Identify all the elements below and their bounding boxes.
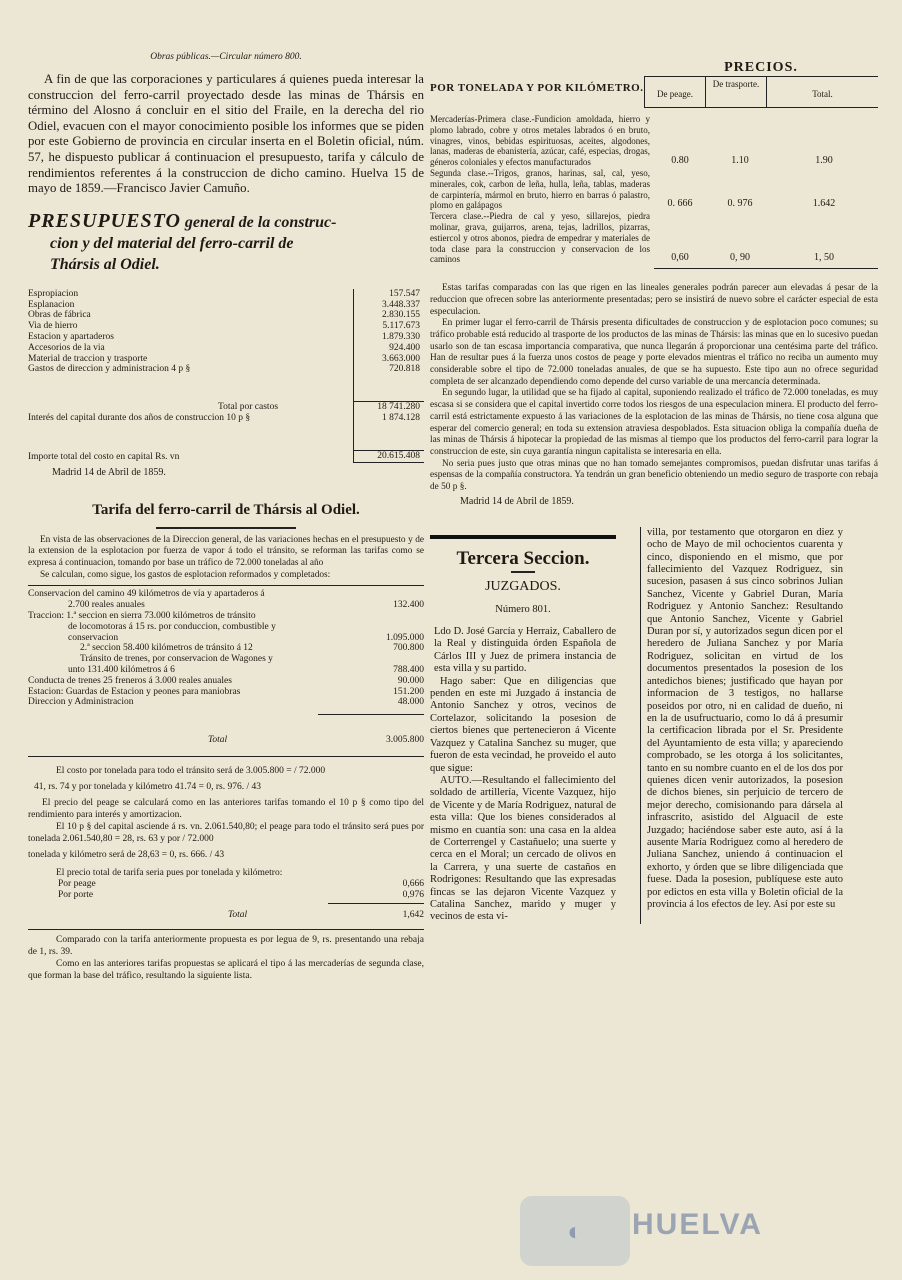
budget-value: 157.547	[353, 289, 424, 300]
divider	[430, 535, 616, 539]
budget-title-rest3: Thársis al Odiel.	[50, 255, 160, 273]
tariff-total-row	[28, 735, 424, 746]
budget-label: Estacion y apartaderos	[28, 331, 114, 342]
notice-paragraph: Hago saber: Que en diligencias que penden en este mi Juzgado á instancia de Antonio Sanchez y otros, vecinos de Cortelazor, solicitando la posesion de ciertos bienes que pertenecieron á Vicente Vazquez y Catalina Sanchez su muger, que fueron de esta vecindad, he proveido el auto que sigue:	[430, 675, 616, 774]
price-trasporte: 0. 976	[727, 198, 753, 210]
budget-row	[28, 332, 424, 343]
budget-value: 1.879.330	[353, 332, 424, 343]
judge-intro: Ldo D. José García y Herraiz, Caballero de la Real y distinguida órden Española de Cárlos III y Juez de primera instancia de esta villa y su partido.	[434, 626, 616, 675]
calc-line: El precio del peage se calculará como en las anteriores tarifas tomando el 10 p § como tipo del rendimiento para interés y amortizacion.	[28, 797, 424, 820]
price-total: 1, 50	[814, 252, 834, 264]
tariff-label: Estacion: Guardas de Estacion y peones para maniobras	[28, 686, 241, 697]
tariff-paragraph: Como en las anteriores tarifas propuestas se aplicará el tipo á las mercaderías de segunda clase, que forman la base del tráfico, resultando la siguiente lista.	[28, 959, 424, 982]
divider	[654, 268, 878, 269]
budget-title-rest2: cion y del material del ferro-carril de	[50, 234, 294, 252]
tariff-total-value: 3.005.800	[386, 735, 424, 746]
commentary-paragraph: En segundo lugar, la utilidad que se ha fijado al capital, suponiendo realizado el tráfico de 72.000 toneladas, es muy escasa si se considera que el capital invertido corre todos los riesgos de una especulacion minera. El producto del ferro-carril está estrictamente expuesto á las variaciones de la esplotacion de las minas de Thársis, no tiene cosa alguna que esperar del comercio general; en toda su extension atraviesa despoblados. Esta situacion obliga la compañía dueña de las minas de Thársis á hipotecar la propiedad de las mismas al tiempo que los productos del ferro-carril para lograr la construccion de este, sin cuya garantía ningun capitalista se interesaria en ella.	[430, 388, 878, 457]
archive-logo-icon: ◐	[520, 1196, 630, 1266]
left-column	[28, 0, 424, 982]
tariff-label: de locomotoras á 15 rs. por conduccion, combustible y	[68, 621, 276, 632]
divider	[511, 572, 535, 573]
notice-number: Número 801.	[495, 603, 551, 615]
third-section-title: Tercera Seccion.	[456, 547, 590, 569]
price-total: 1.90	[815, 154, 833, 166]
tariff-grand-total-label: Total	[228, 910, 248, 921]
tariff-table	[28, 589, 424, 708]
tariff-row	[28, 697, 424, 708]
tariff-value: 788.400	[393, 664, 424, 675]
price-total: 1.642	[812, 198, 836, 210]
tariff-label: Direccion y Administracion	[28, 697, 134, 708]
budget-title	[28, 211, 424, 275]
tariff-label: Conducta de trenes 25 freneros á 3.000 reales anuales	[28, 675, 232, 686]
right-column	[430, 0, 878, 924]
porte-row	[28, 890, 424, 901]
tariff-label: Traccion: 1.ª seccion en sierra 73.000 kilómetros de tránsito	[28, 610, 256, 621]
divider	[328, 903, 424, 904]
peage-value: 0,666	[402, 878, 424, 889]
budget-interest-value: 1 874.128	[353, 413, 424, 424]
commentary-paragraph: No seria pues justo que otras minas que no han tomado semejantes compromisos, puedan disfrutar unas tarifas á espensas de la compañía constructora. Ya tendrán un gran beneficio obteniendo un medio seguro de trasporte con rebaja de 50 p §.	[430, 458, 878, 493]
price-class-row	[430, 211, 878, 265]
budget-label: Obras de fábrica	[28, 310, 91, 321]
price-trasporte: 1.10	[731, 154, 749, 166]
tariff-paragraph: Se calculan, como sigue, los gastos de esplotacion reformados y completados:	[40, 569, 331, 580]
tariff-row	[28, 622, 424, 633]
budget-label: Material de traccion y trasporte	[28, 353, 148, 364]
tariff-row	[28, 676, 424, 687]
prices-commentary	[430, 283, 878, 507]
budget-value: 5.117.673	[353, 321, 424, 332]
budget-row	[28, 354, 424, 365]
commentary-paragraph: En primer lugar el ferro-carril de Thársis presenta dificultades de construccion y de esplotacion poco comunes; su tráfico probable está reducido al trasporte de los productos de las minas de Thársis: las minas que en lo sucesivo puedan usarlo son de tan escasa importancia comparativa, que nunca llegarán á proporcionar una centésima parte del tráfico. Han de resultar pues á la fuerza unos costos de peage y porte elevados mientras el tráfico no reciba un aumento muy considerable sobre el tipo de 72.000 toneladas anuales, de que se ha supuesto. Este tipo aun no ofrece seguridad completa de ser alcanzado dependiendo como depende del curso variable de una mercancía determinada.	[430, 318, 878, 387]
juzgados-heading: JUZGADOS.	[485, 579, 561, 595]
tariff-row	[28, 633, 424, 644]
tariff-label: 2.ª seccion 58.400 kilómetros de tránsito á 12	[80, 643, 253, 654]
price-class-text: Mercaderías-Primera clase.-Fundicion amoldada, hierro y plomo labrado, cobre y otros metales labrados ó en bruto, vinagres, vinos, bebidas espirituosas, aceites, algodones, lanas, maderas de ebanistería, azúcar, café, especias, drogas, géneros coloniales y efectos manufacturados	[430, 114, 650, 168]
budget-label: Gastos de direccion y administracion 4 p §	[28, 364, 191, 375]
price-trasporte: 0, 90	[730, 252, 750, 264]
porte-label: Por porte	[58, 889, 94, 900]
price-peage: 0. 666	[667, 198, 693, 210]
calc-line: El 10 p § del capital asciende á rs. vn. 2.061.540,80; el peage para todo el tránsito será pues por tonelada 2.061.540,80 = 28, rs. 63 y por / 72.000	[28, 821, 424, 844]
budget-table	[28, 289, 424, 463]
divider	[28, 756, 424, 757]
tariff-value: 90.000	[397, 675, 424, 686]
price-peage: 0,60	[671, 252, 689, 264]
budget-row	[28, 310, 424, 321]
prices-date: Madrid 14 de Abril de 1859.	[460, 495, 574, 507]
budget-value: 3.663.000	[353, 354, 424, 365]
tariff-row	[28, 665, 424, 676]
budget-row	[28, 364, 424, 375]
budget-row	[28, 289, 424, 300]
tariff-value: 151.200	[393, 686, 424, 697]
budget-value: 720.818	[353, 364, 424, 375]
tariff-label: conservacion	[68, 632, 119, 643]
divider	[28, 585, 424, 586]
tariff-row	[28, 589, 424, 600]
budget-row	[28, 300, 424, 311]
tariff-row	[28, 654, 424, 665]
price-class-text: Tercera clase.--Piedra de cal y yeso, sillarejos, piedra molinar, grava, guijarros, arena, tejas, ladrillos, pizarras, estiercol y otros abonos, piedra de empedrar y materiales de toda clase para la construccion y conservacion de los caminos	[430, 211, 650, 265]
prices-head-title: PRECIOS.	[724, 60, 798, 75]
tariff-calculations	[28, 765, 424, 982]
page-header: Obras públicas.—Circular número 800.	[150, 52, 302, 62]
tariff-value: 132.400	[393, 600, 424, 611]
budget-row	[28, 321, 424, 332]
budget-value: 2.830.155	[353, 310, 424, 321]
tariff-grand-total-row	[28, 910, 424, 921]
commentary-paragraph: Estas tarifas comparadas con las que rigen en las lineales generales podrán parecer aun elevadas á pesar de la reduccion que ofrecen sobre las anteriormente presentadas; pero se insistirá de nuevo sobre el carácter especial de esta especulacion.	[430, 283, 878, 317]
tariff-row	[28, 600, 424, 611]
divider	[28, 929, 424, 930]
budget-import-row	[28, 450, 424, 463]
tariff-label: unto 131.400 kilómetros á 6	[68, 664, 175, 675]
prices-section-title: POR TONELADA Y POR KILÓMETRO.	[430, 82, 644, 94]
peage-row	[28, 879, 424, 890]
tariff-paragraph: Comparado con la tarifa anteriormente propuesta es por legua de 9, rs. presentando una rebaja de 1, rs. 39.	[28, 935, 424, 958]
tariff-row	[28, 643, 424, 654]
price-col-trasporte: De trasporte.	[705, 77, 766, 107]
price-class-row	[430, 114, 878, 168]
budget-total-row	[28, 401, 424, 413]
budget-label: Accesorios de la via	[28, 342, 105, 353]
notice-paragraph: AUTO.—Resultando el fallecimiento del soldado de artillería, Vicente Vazquez, hijo de Vicente y de María Rodriguez, natural de esta villa: Que los bienes considerados al mismo en cuantía son: una casa en la aldea de Corterrengel y Castañuelo; una suerte y cerca en el Moral; un cercado de olivos en la Carrera, y una suerte de castaños en Rodrigones: Resultando que las expresadas fincas se las dejaron Vicente Vazquez y Catalina Sanchez, marido y muger y vecinos de esta vi-	[430, 774, 616, 923]
tariff-row	[28, 611, 424, 622]
intro-paragraph: A fin de que las corporaciones y particulares á quienes pueda interesar la construccion del ferro-carril proyectado desde las minas de Thársis en término del Alosno á concluir en el sitio del Fraile, en la derecha del rio Odiel, evacuen con el mayor conocimiento posible los informes que se piden por este Gobierno de provincia en circular inserta en el Boletin oficial, núm. 57, he dispuesto publicar á continuacion el presupuesto, tarifa y cálculo de rendimientos referentes á la construccion de dicho camino. Huelva 15 de mayo de 1859.—Francisco Javier Camuño.	[28, 72, 424, 196]
budget-label: Via de hierro	[28, 321, 78, 332]
watermark-text: HUELVA	[632, 1208, 763, 1241]
budget-title-rest1: general de la construc-	[180, 213, 337, 231]
tariff-row	[28, 687, 424, 698]
tariff-value: 1.095.000	[386, 632, 424, 643]
tariff-label: Conservacion del camino 49 kilómetros de vía y apartaderos á	[28, 589, 265, 600]
prices-header	[430, 60, 878, 108]
budget-spacer	[28, 424, 424, 450]
calc-line: tonelada y kilómetro será de 28,63 = 0, rs. 666. / 43	[28, 849, 225, 860]
budget-date: Madrid 14 de Abril de 1859.	[52, 466, 166, 478]
calc-line: El costo por tonelada para todo el tránsito será de 3.005.800 = / 72.000	[56, 765, 326, 776]
tariff-label: Tránsito de trenes, por conservacion de Wagones y	[80, 654, 273, 665]
calc-line: El precio total de tarifa seria pues por tonelada y kilómetro:	[56, 867, 283, 878]
budget-import-label: Importe total del costo en capital Rs. vn	[28, 451, 180, 462]
budget-total-value: 18 741.280	[353, 401, 424, 413]
tariff-grand-total-value: 1,642	[402, 910, 424, 921]
price-class-row	[430, 168, 878, 211]
peage-label: Por peage	[58, 878, 96, 889]
tariff-label: 2.700 reales anuales	[68, 600, 145, 611]
budget-interest-label: Interés del capital durante dos años de construccion 10 p §	[28, 412, 251, 423]
price-class-text: Segunda clase.--Trigos, granos, harinas, sal, cal, yeso, minerales, cok, carbon de leña, hulla, leña, tablas, maderas de carpintería, mármol en bruto, hierro en barras ó palastro, plomo en galápagos	[430, 167, 650, 211]
tariff-value: 700.800	[393, 643, 424, 654]
budget-label: Espropiacion	[28, 288, 79, 299]
budget-import-value: 20.615.408	[353, 450, 424, 463]
price-col-total: Total.	[766, 77, 878, 107]
porte-value: 0,976	[402, 889, 424, 900]
tariff-title: Tarifa del ferro-carril de Thársis al Odiel.	[92, 501, 360, 518]
tariff-total-label: Total	[208, 735, 228, 746]
budget-total-label: Total por castos	[218, 402, 279, 413]
divider	[156, 527, 296, 529]
budget-label: Esplanacion	[28, 299, 75, 310]
budget-value: 924.400	[353, 343, 424, 354]
divider	[318, 714, 424, 715]
budget-spacer	[28, 375, 424, 401]
calc-line: 41, rs. 74 y por tonelada y kilómetro 41.74 = 0, rs. 976. / 43	[34, 781, 261, 792]
price-col-peage: De peage.	[644, 77, 705, 107]
budget-interest-row	[28, 413, 424, 424]
budget-value: 3.448.337	[353, 300, 424, 311]
notice-paragraph: villa, por testamento que otorgaron en diez y ocho de Mayo de mil ochocientos cuarenta y cinco, disponiendo en el mismo, que por fallecimiento del Vazquez Rodriguez, sin sucesion, pasasen á sus cinco sobrinos Julian Sanchez, Vicente y Gabriel Duran, María Rodriguez y Antonio Sanchez: Resultando que Antonio Sanchez, Vicente y Gabriel Duran por sí, y autorizados segun dicen por el heredero de Juliana Sanchez y por María Rodriguez, solicitan en virtud de los documentos presentados la posesion de los antedichos bienes; justificado que hayan por informacion de 3 testigos, no hallarse poseidos por otro, ni en calidad de dueño, ni en la de usufructuario, como lo dá á presumir la certificacion librada por el Sr. Presidente del Ayuntamiento de esta villa; y apareciendo comprobado, se les otorga á los solicitantes, tanto en su nombre cuanto en el de los dos por quienes dicen venir autorizados, la posesion de dichos bienes, sin perjuicio de tercero de mejor derecho, comisionando para dársela al infrascrito, asistido del Alguacil de este Juzgado; haciéndose saber este auto, así á la ausente María Rodriguez como al heredero de Juliana Sanchez, uniendo á continuacion el exhorto, y órden que se libre diligenciada que fuese. Dada la posesion, publíquese este auto por edictos en esta villa y Boletin oficial de la provincia á los efectos de ley. Así por este su	[647, 526, 843, 910]
budget-title-word: PRESUPUESTO	[28, 209, 181, 232]
price-peage: 0.80	[671, 154, 689, 166]
tariff-value: 48.000	[397, 697, 424, 708]
tariff-paragraph: En vista de las observaciones de la Direccion general, de las variaciones hechas en el presupuesto y de la extension de la esplotacion por fuerza de vapor á todo el tránsito, se reforman las tarifas como se expresa á continuacion, tomando por base un tráfico de 72.000 toneladas al año	[28, 534, 424, 568]
third-section	[430, 527, 878, 924]
budget-row	[28, 343, 424, 354]
